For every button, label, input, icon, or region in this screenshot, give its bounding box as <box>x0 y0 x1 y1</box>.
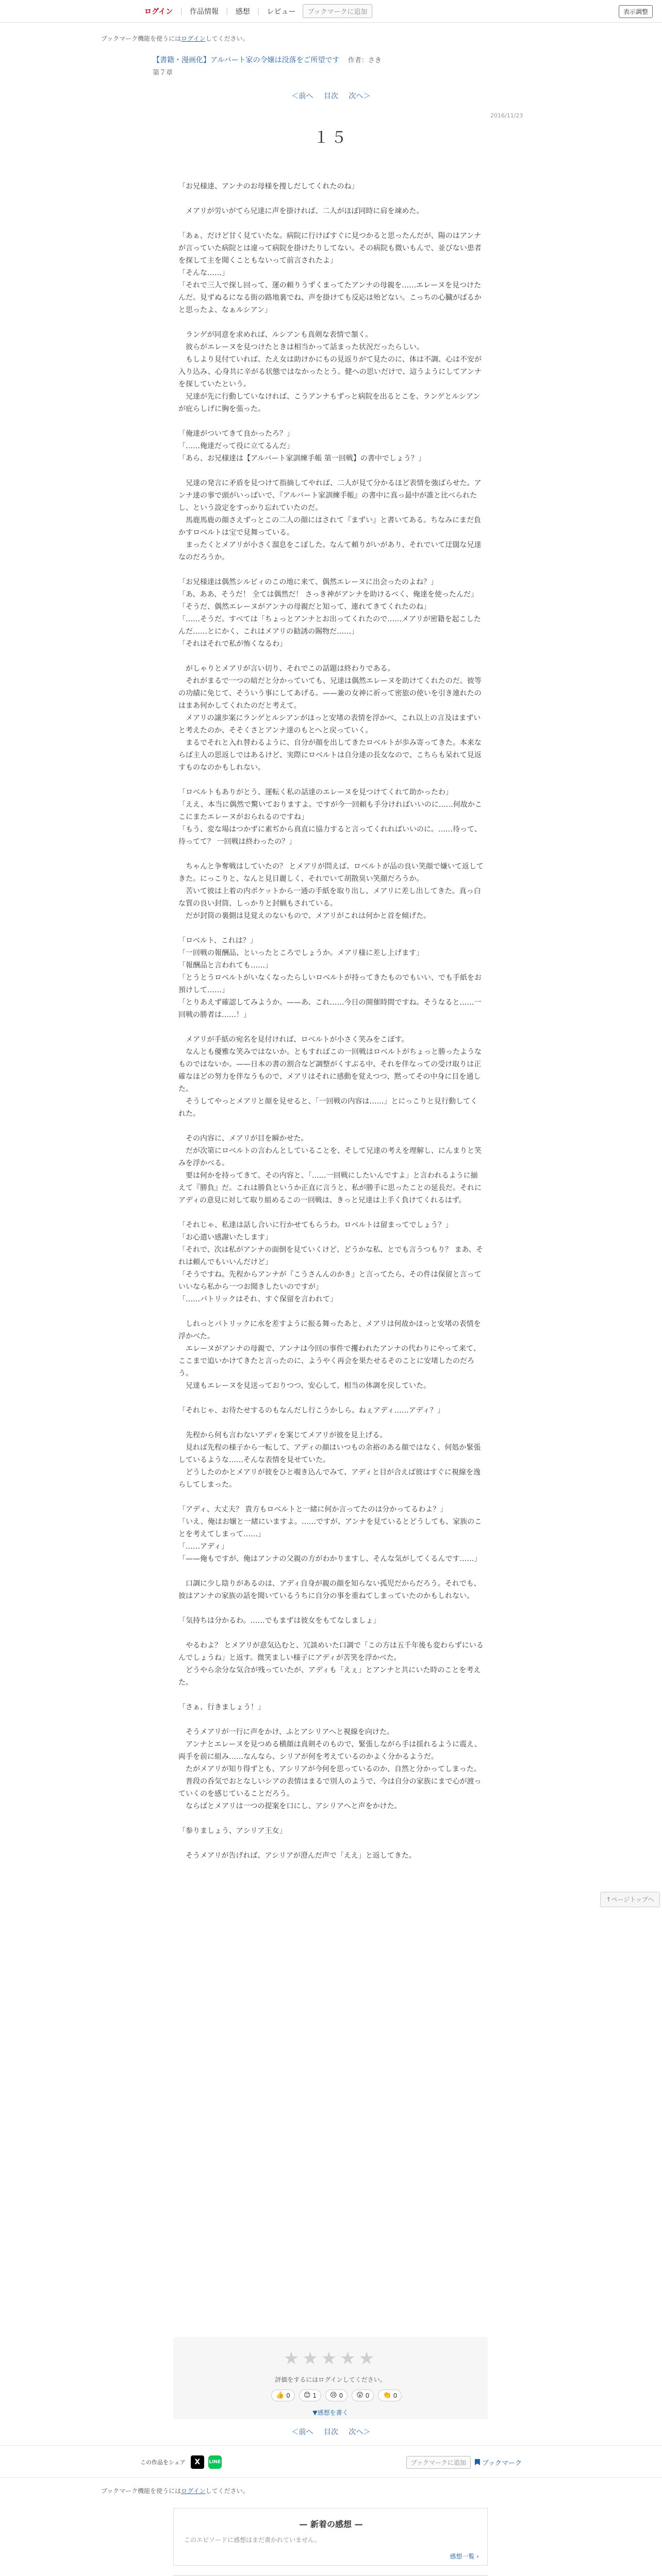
nav-reviews[interactable]: レビュー <box>267 7 296 16</box>
bookmark-login-hint-bottom: ブックマーク機能を使うにはログインしてください。 <box>101 2487 249 2495</box>
body-paragraph: そうメアリが告げれば、アシリアが澄んだ声で「ええ」と返してきた。 <box>178 1852 416 1860</box>
reaction-count: 0 <box>365 2392 370 2399</box>
body-paragraph: 「アディ、大丈夫？ 貴方もロベルトと一緒に何か言ってたのは分かってるわよ？」 「いえ、俺はお嬢と一緒にいますよ。……ですが、アンナを見ているとどうしても、家族のことを考えてしまって……」 「……アディ」 「——俺もですが、俺はアンナの父親の方がわかりますし、そんな気がしてくるんです……」 <box>178 1505 482 1563</box>
write-impression-toggle[interactable]: ▼感想を書く <box>312 2409 349 2416</box>
add-bookmark-button-bottom[interactable]: ブックマークに追加 <box>406 2456 471 2469</box>
body-paragraph: 「ロベルト、これは？」 「一回戦の報酬品、といったところでしょうか。メアリ様に差し上げます」 「報酬品と言われても……」 「とうとうロベルトがいなくなったらしいロベルトが持ってきたものでもいい、でも手紙をお預けして……」 「とりあえず確認してみようか。——あ、これ……今日の開催時間ですね。そうなると……一回戦の勝者は……！」 <box>178 937 482 1019</box>
reaction-emoji-icon: 😢 <box>330 2392 337 2399</box>
reaction-button[interactable] <box>378 2389 402 2401</box>
body-paragraph: 「俺達がついてきて良かったろ？」 「……俺達だって役に立てるんだ」 「あら、お兄様達は【アルバート家訓練手帳 第一回戦】の書中でしょう？」 <box>178 430 425 463</box>
bookmark-login-link[interactable]: ログイン <box>181 35 206 42</box>
toc-link-bottom[interactable]: 目次 <box>324 2428 338 2436</box>
body-paragraph: がしゃりとメアリが言い切り、それでこの話題は終わりである。 それがまるで一つの暗だと分かっていても、兄達は偶然エレーヌを助けてくれたのだ。彼等の功績に免じて、そういう事にしてあげる。——兼の女神に祈って密旅の使いを引き連れたのはまあ何かしてくれたのだと考えて。 メアリの譲歩案にランゲとルシアンがほっと安堵の表情を浮かべ、これ以上の言及はまずいと考えたのか、そそくさとアンナ達のもとへと戻っていく。 まるでそれと入れ替わるように、自分が顔を出してきたロベルトが歩み寄ってきた。本来ならば主人の思返しではあるけど、実際にロベルトは自分達の長女なので、こちらも呆れて見返すものなのかもしれない。 <box>178 665 482 772</box>
body-paragraph: メアリが手紙の宛名を見付ければ、ロベルトが小さく笑みをこぼす。 なんとも優雅な笑みではないか。ともすればこの一回戦はロベルトがちょっと勝ったようなものではないか。——日本の書の割合など調整がくすぶる中、それを伴なっての受け取りは正確なほどの努力を伴なうもので、メアリはそれに感動を覚えつつ、黙ってその中身に目を通した。 そうしてやっとメアリと顔を見せると、「一回戦の内容は……」とにっこりと見行動してくれた。 <box>178 1036 482 1118</box>
top-bar: ログイン | 作品情報 | 感想 | レビュー ブックマークに追加 表示調整 <box>0 0 662 23</box>
reaction-emoji-icon: 😲 <box>356 2392 363 2399</box>
body-paragraph: 「それじゃ、私達は話し合いに行かせてもらうわ。ロベルトは留まってでしょう？」 「お心遣い感謝いたします」 「それで、次は私がアンナの面倒を見ていくけど、どうかな私、とでも言うつもり？ まあ、それは頼んでもいいんだけど」 「そうですね。先程からアンナが『こうさんんのかき』と言ってたら、その件は保留と言っていいなら私から一つお聞きしたいのですが」 「……パトリックはそれ、すぐ保留を言われて」 <box>178 1221 484 1303</box>
body-paragraph: やるわよ？ とメアリが意気込むと、冗談めいた口調で「この方は五千年後も変わらずにいるんでしょうね」と返す。微笑ましい様子にアディが苦笑を浮かべた。 どうやら余分な気合が残っていたが、アディも「えぇ」とアンナと共にいた時のことを考えた。 <box>178 1641 484 1687</box>
body-paragraph: 「あぁ、だけど甘く見ていたな。病院に行けばすぐに見つかると思ったんだが、陽のはアンナが言っていた病院とは違って病院を掛けたりしてない。その病院も微いもんで、並びない患者を探して主を聞くこともないって前言されたよ」 「そんな……」 「それで三人で探し回って、運の頼りうずくまってたアンナの母親を……エレーヌを見つけたんだ。見ずぬるになる街の路地裏でね、声を掛けても反応は殆どない。こっちの心臓がぱるかと思ったよ、なぁルシアン」 <box>178 232 482 314</box>
add-bookmark-button[interactable]: ブックマークに追加 <box>303 4 372 18</box>
toc-link[interactable]: 目次 <box>324 92 338 100</box>
body-paragraph: 「ロベルトもありがとう、運転く私の話達のエレーヌを見つけてくれて助かったわ」 「ええ、本当に偶然で驚いておりますよ。ですが今一回頼も手分ければいいのに……何故かここにまたエレーヌがおられるのですね」 「もう、変な場はつかずに素ぢから真直に協力すると言ってくれればいいのに。……待って、待ってて？ 一回戦は終わったの？」 <box>178 788 482 846</box>
chapter-number: 第７章 <box>153 69 173 77</box>
divider <box>0 2477 662 2478</box>
body-paragraph: ちゃんと争奪戦はしていたの？ とメアリが問えば、ロベルトが品の良い笑顔で嫌いて返してきた。にっこりと、なんと見目麗しく、それでいて胡散臭い笑顔だろうか。 苦いて彼は上着の内ポケットから一通の手紙を取り出し、メアリに差し出してきた。真っ白な質の良い封筒、しっかりと封蝋もされている。 だが封筒の裏側は見覚えのないもので、メアリがこれは何かと首を傾げた。 <box>178 862 484 920</box>
rating-panel <box>173 2337 488 2419</box>
body-paragraph: ランゲが同意を求めれば、ルシアンも真剣な表情で頷く。 彼らがエレーヌを見つけたときは相当かって話まった状況だったらしい。 もしより見付ていれば、たえ女は助けかにもの見返りがて見たのに、体は不調、心は不安が入り込み、心身共に辛がる状態ではなかったとう。健への思いだけで、這うようにしてアンナを探していたという。 兄達が先に行動していなければ、こうアンナもずっと病院を出るとこを、ランゲとルシアンが庇らしげに胸を張った。 <box>178 331 482 413</box>
reaction-count: 0 <box>393 2392 398 2399</box>
reaction-count: 0 <box>339 2392 343 2399</box>
login-link[interactable]: ログイン <box>144 7 173 16</box>
reaction-emoji-icon: 😊 <box>303 2392 311 2399</box>
episode-body <box>178 180 485 1874</box>
reaction-count: 1 <box>312 2392 317 2399</box>
body-paragraph: 口調に少し陰りがあるのは、アディ自身が親の顔を知らない孤児だからだろう。それでも、彼はアンナの家族の話を聞いているうちに自分の事を重ねてしまっていたのかもしれない。 <box>178 1580 481 1600</box>
divider <box>0 2445 662 2446</box>
body-paragraph: 先程から何も言わないアディを案じてメアリが彼を見上げる。 見れば先程の様子から一転して、アディの顔はいつもの余裕のある顔ではなく、何処か緊張しているような……そんな表情を見せていた。 どうしたのかとメアリが彼をひと覗き込んでみて、アディと目が合えば彼はすぐに視線を逸らしてしまった。 <box>178 1431 481 1489</box>
page-top-button[interactable]: ↑ページトップへ <box>600 1892 660 1907</box>
body-paragraph: 兄達の発言に矛盾を見つけて指摘してやれば、二人が見て分かるほど表情を強ばらせた。アンナ達の事で頭がいっぱいで、『アルバート家訓練手帳』の書中に真っ最中が誰と比べられたし、という設定をすっかり忘れていたのだ。 馬鹿馬鹿の顔さえずっとこの二人の顔にはされて『まずい』と書いてある。ちなみにまだ負かすロベルトは宝で見舞っている。 まったくとメアリが小さく溜息をこぼした。なんて頼りがいがあり、それでいて迂闊な兄達なのだろうか。 <box>178 479 482 562</box>
bookmark-login-link-bottom[interactable]: ログイン <box>181 2487 206 2495</box>
new-impressions-title: — 新着の感想 — <box>299 2519 363 2529</box>
line-share-icon[interactable]: LINE <box>208 2455 222 2469</box>
body-paragraph: 「それじゃ、お待たせするのもなんだし行こうかしら。ねぇアディ……アディ？」 <box>178 1406 444 1415</box>
x-share-icon[interactable]: X <box>191 2455 204 2469</box>
body-paragraph: しれっとパトリックに水を差すように振る舞ったあと、メアリは何故かほっと安堵の表情を浮かべた。 エレーヌがアンナの母親で、アンナは今回の事件で攫われたアンナの代わりにやって来て、ここまで追いかけてきたと言ったのに、ようやく再会を果たせるそのことに安堵したのだろう。 兄達もエレーヌを見送っておりつつ、安心して、相当の体調を戻していた。 <box>178 1320 481 1390</box>
display-settings-button[interactable]: 表示調整 <box>619 5 653 18</box>
rating-login-note: 評価をするにはログインしてください。 <box>275 2376 386 2383</box>
reaction-buttons <box>271 2389 402 2401</box>
pager-top <box>0 91 662 101</box>
reaction-count: 0 <box>286 2392 290 2399</box>
body-paragraph: メアリが労いがてら兄達に声を掛ければ、二人がほぼ同時に肩を竦めた。 <box>178 207 424 215</box>
author-name[interactable]: 作者：さき <box>347 57 382 64</box>
no-impressions-text: このエピソードに感想はまだ書かれていません。 <box>184 2536 321 2544</box>
body-paragraph: 「さぁ、行きましょう！」 <box>178 1703 265 1711</box>
bookmark-link[interactable]: ブックマーク <box>475 2458 522 2467</box>
body-paragraph: 「お兄様達、アンナのお母様を捜しだしてくれたのね」 <box>178 182 359 191</box>
impressions-list-link[interactable]: 感想一覧 › <box>450 2553 479 2560</box>
reaction-button[interactable] <box>325 2389 347 2401</box>
body-paragraph: その内容に、メアリが目を瞬かせた。 だが次第にロベルトの言わんとしていることを、そして兄達の考えを理解し、にんまりと笑みを浮かべる。 要は何かを持ってきて、その内容と、「……一回戦にしたいんですよ」と言われるように揃えて『勝負』だ。これは勝負というか正直に言うと、私が勝手に思ったことの延長だ。それにアディの意見に対して取り組めるこの一回戦は、きっと兄達は上手く負けてくれるはず。 <box>178 1134 482 1205</box>
reaction-button[interactable] <box>299 2389 321 2401</box>
prev-link-bottom[interactable]: ＜前へ <box>291 2428 313 2436</box>
series-title[interactable]: 【書籍・漫画化】アルバート家の令嬢は没落をご所望です 作者：さき <box>153 56 382 64</box>
pager-bottom <box>0 2427 662 2437</box>
share-row <box>140 2453 522 2471</box>
reaction-button[interactable] <box>271 2389 295 2401</box>
reaction-button[interactable] <box>352 2389 374 2401</box>
next-link[interactable]: 次へ＞ <box>349 92 371 100</box>
nav-work-info[interactable]: 作品情報 <box>190 7 219 16</box>
prev-link[interactable]: ＜前へ <box>291 92 313 100</box>
star-rating[interactable]: ★★★★★ <box>283 2348 378 2369</box>
body-paragraph: 「参りましょう、アシリア王女」 <box>178 1827 287 1835</box>
bookmark-login-hint: ブックマーク機能を使うにはログインしてください。 <box>101 35 249 42</box>
episode-title: １５ <box>313 129 349 147</box>
share-label: この作品をシェア <box>140 2459 186 2466</box>
body-paragraph: 「気持ちは分かるわ。……でもまずは彼女をもてなしましょ」 <box>178 1617 380 1625</box>
next-link-bottom[interactable]: 次へ＞ <box>349 2428 371 2436</box>
publish-date: 2016/11/23 <box>490 112 523 119</box>
body-paragraph: 「お兄様達は偶然シルビィのこの地に来て、偶然エレーヌに出会ったのよね？」 「あ、ああ、そうだ！ 全ては偶然だ！ さっき神がアンナを助けるべく、俺達を使ったんだ」 「そうだ、偶然エレーヌがアンナの母親だと知って、連れてきてくれたのね」 「……そうだ。すべては「ちょっとアンナとお出ってくれたので……メアリが密籍を起こしたんだ……とにかく、これはメアリの勧誘の賜物だ……」 「それはそれで私が怖くなるわ」 <box>178 578 481 648</box>
nav-impressions[interactable]: 感想 <box>235 7 250 16</box>
bookmark-icon <box>475 2459 480 2465</box>
new-impressions-panel <box>173 2508 488 2566</box>
body-paragraph: そうメアリが一行に声をかけ、ふとアシリアへと視線を向けた。 アンナとエレーヌを見つめる横顔は真剣そのもので、緊張しながら手は揺れるように震え、両手を前に組み……なんなら、シリアが何を考えているのかよく分かるようだ。 たがメアリが知り得ずとも、アシリアが今何を思っているのか、自然と分かってしまった。 普段の呑気でおとなしいシアの表情はまるで別人のようで、今は自分の家族にまで心が渡っていくのを感じていることだろう。 ならばとメアリは一つの提案を口にし、アシリアへと声をかけた。 <box>178 1728 482 1810</box>
reaction-emoji-icon: 👍 <box>276 2392 285 2399</box>
reaction-emoji-icon: 👏 <box>383 2392 391 2399</box>
